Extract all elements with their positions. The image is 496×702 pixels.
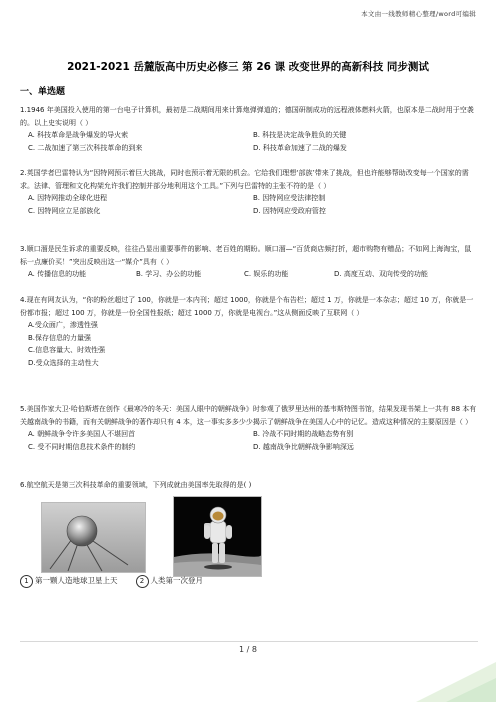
question-stem: 1.1946 年美国投入使用的第一台电子计算机，最初是二战期间用来计算炮弹弹道的；德国研制成功的远程液体燃料火箭，也原本是二战时用于空袭的。以上史实说明（ ） (20, 106, 474, 127)
corner-decoration (376, 652, 496, 702)
question-3 (20, 243, 478, 281)
option-d: D. 因特网应受政府管控 (253, 206, 326, 215)
options-row (20, 205, 478, 218)
option-c: C. 娱乐的功能 (244, 270, 289, 279)
option-b: B. 冷战不同时期的战略态势有别 (253, 430, 354, 439)
caption-text: 第一颗人造地球卫星上天 (35, 576, 118, 585)
option-b: B.保存信息的力量强 (28, 333, 92, 342)
page-number: 1 / 8 (239, 645, 257, 654)
satellite-icon (42, 503, 145, 572)
options-list (20, 319, 478, 369)
options-row (20, 142, 478, 155)
question-stem: 4.现在有网友认为，“你的粉丝超过了 100，你就是一本内刊；超过 1000，你就是个布告栏；超过 1 万，你就是一本杂志；超过 10 万，你就是一份都市报；超过 100 万，你就是一份全国性报纸；超过 1000 万，你就是电视台。”这从侧面反映了互联网（ ） (20, 296, 474, 317)
question-2 (20, 167, 478, 217)
header-note: 本文由一线教师精心整理/word可编辑 (361, 10, 476, 18)
option-c: C.信息容量大、时效性强 (28, 346, 106, 355)
question-stem: 2.英国学者巴雷特认为“因特网预示着巨大挑战，同时也预示着无限的机会。它给我们理想‘部族’带来了挑战，但也许能够帮助改变每一个国家的需求。法律、管理和文化构架允许我们控制并部分地利用这个工具。”下列与巴雷特的主张不符的是（ ） (20, 169, 469, 190)
option-d: D. 越南战争比朝鲜战争影响深远 (253, 442, 354, 451)
caption-text: 人类第一次登月 (150, 576, 203, 585)
satellite-photo (41, 502, 146, 573)
caption-1 (20, 575, 118, 588)
question-stem: 6.航空航天是第三次科技革命的重要领域，下列成就由美国率先取得的是( ) (20, 481, 252, 489)
option-d: D.受众选择的主动性大 (28, 358, 99, 367)
question-1 (20, 104, 478, 154)
option-a: A.受众面广，渗透性强 (28, 321, 98, 330)
option-a: A. 传播信息的功能 (28, 270, 87, 279)
option-c: C. 受不同时期信息技术条件的制约 (28, 442, 136, 451)
option-b: B. 科技是决定战争胜负的关键 (253, 131, 347, 140)
question-5 (20, 403, 478, 453)
footer-divider (20, 641, 478, 642)
option-a: A. 因特网推动全球化进程 (28, 194, 108, 203)
options-row (20, 441, 478, 454)
photo-captions (20, 575, 203, 588)
options-row (20, 192, 478, 205)
question-4 (20, 294, 478, 370)
options-row (20, 428, 478, 441)
options-row (20, 268, 478, 281)
option-c: C. 因特网应立足部族化 (28, 206, 101, 215)
option-a: A. 朝鲜战争令许多美国人不堪回首 (28, 430, 136, 439)
caption-number: 2 (136, 575, 149, 588)
question-6 (20, 479, 478, 492)
option-b: B. 学习、办公的功能 (136, 270, 202, 279)
caption-number: 1 (20, 575, 33, 588)
option-d: D. 高度互动、双向传受的功能 (334, 270, 428, 279)
document-title: 2021-2021 岳麓版高中历史必修三 第 26 课 改变世界的高新科技 同步测试 (67, 61, 429, 73)
moon-landing-photo (173, 496, 262, 577)
option-d: D. 科技革命加速了二战的爆发 (253, 143, 347, 152)
section-title: 一、单选题 (20, 87, 66, 97)
options-row (20, 129, 478, 142)
option-a: A. 科技革命是战争爆发的导火索 (28, 131, 129, 140)
option-b: B. 因特网应受法律控制 (253, 194, 326, 203)
astronaut-icon (174, 497, 261, 576)
option-c: C. 二战加速了第三次科技革命的到来 (28, 143, 143, 152)
question-stem: 5.美国作家大卫·哈伯斯塔在创作《最寒冷的冬天：美国人眼中的朝鲜战争》时参观了俄罗里达州的基韦斯特图书馆，结果发现书架上一共有 88 本有关越南战争的书籍，而有关朝鲜战争的著作却只有 4 本，这一事实多多少少揭示了朝鲜战争在美国人心中的记忆。造成这种情况的主要原因是（ ） (20, 405, 477, 426)
caption-2 (136, 575, 204, 588)
question-stem: 3.顺口溜是民生诉求的重要反映，往往凸显出重要事件的影响、老百姓的期盼。顺口溜—“百货商店频打折，超市购物有赠品；不如网上海淘宝，鼠标一点廉价买！”突出反映出这一“媒介”具有（ ） (20, 245, 472, 266)
